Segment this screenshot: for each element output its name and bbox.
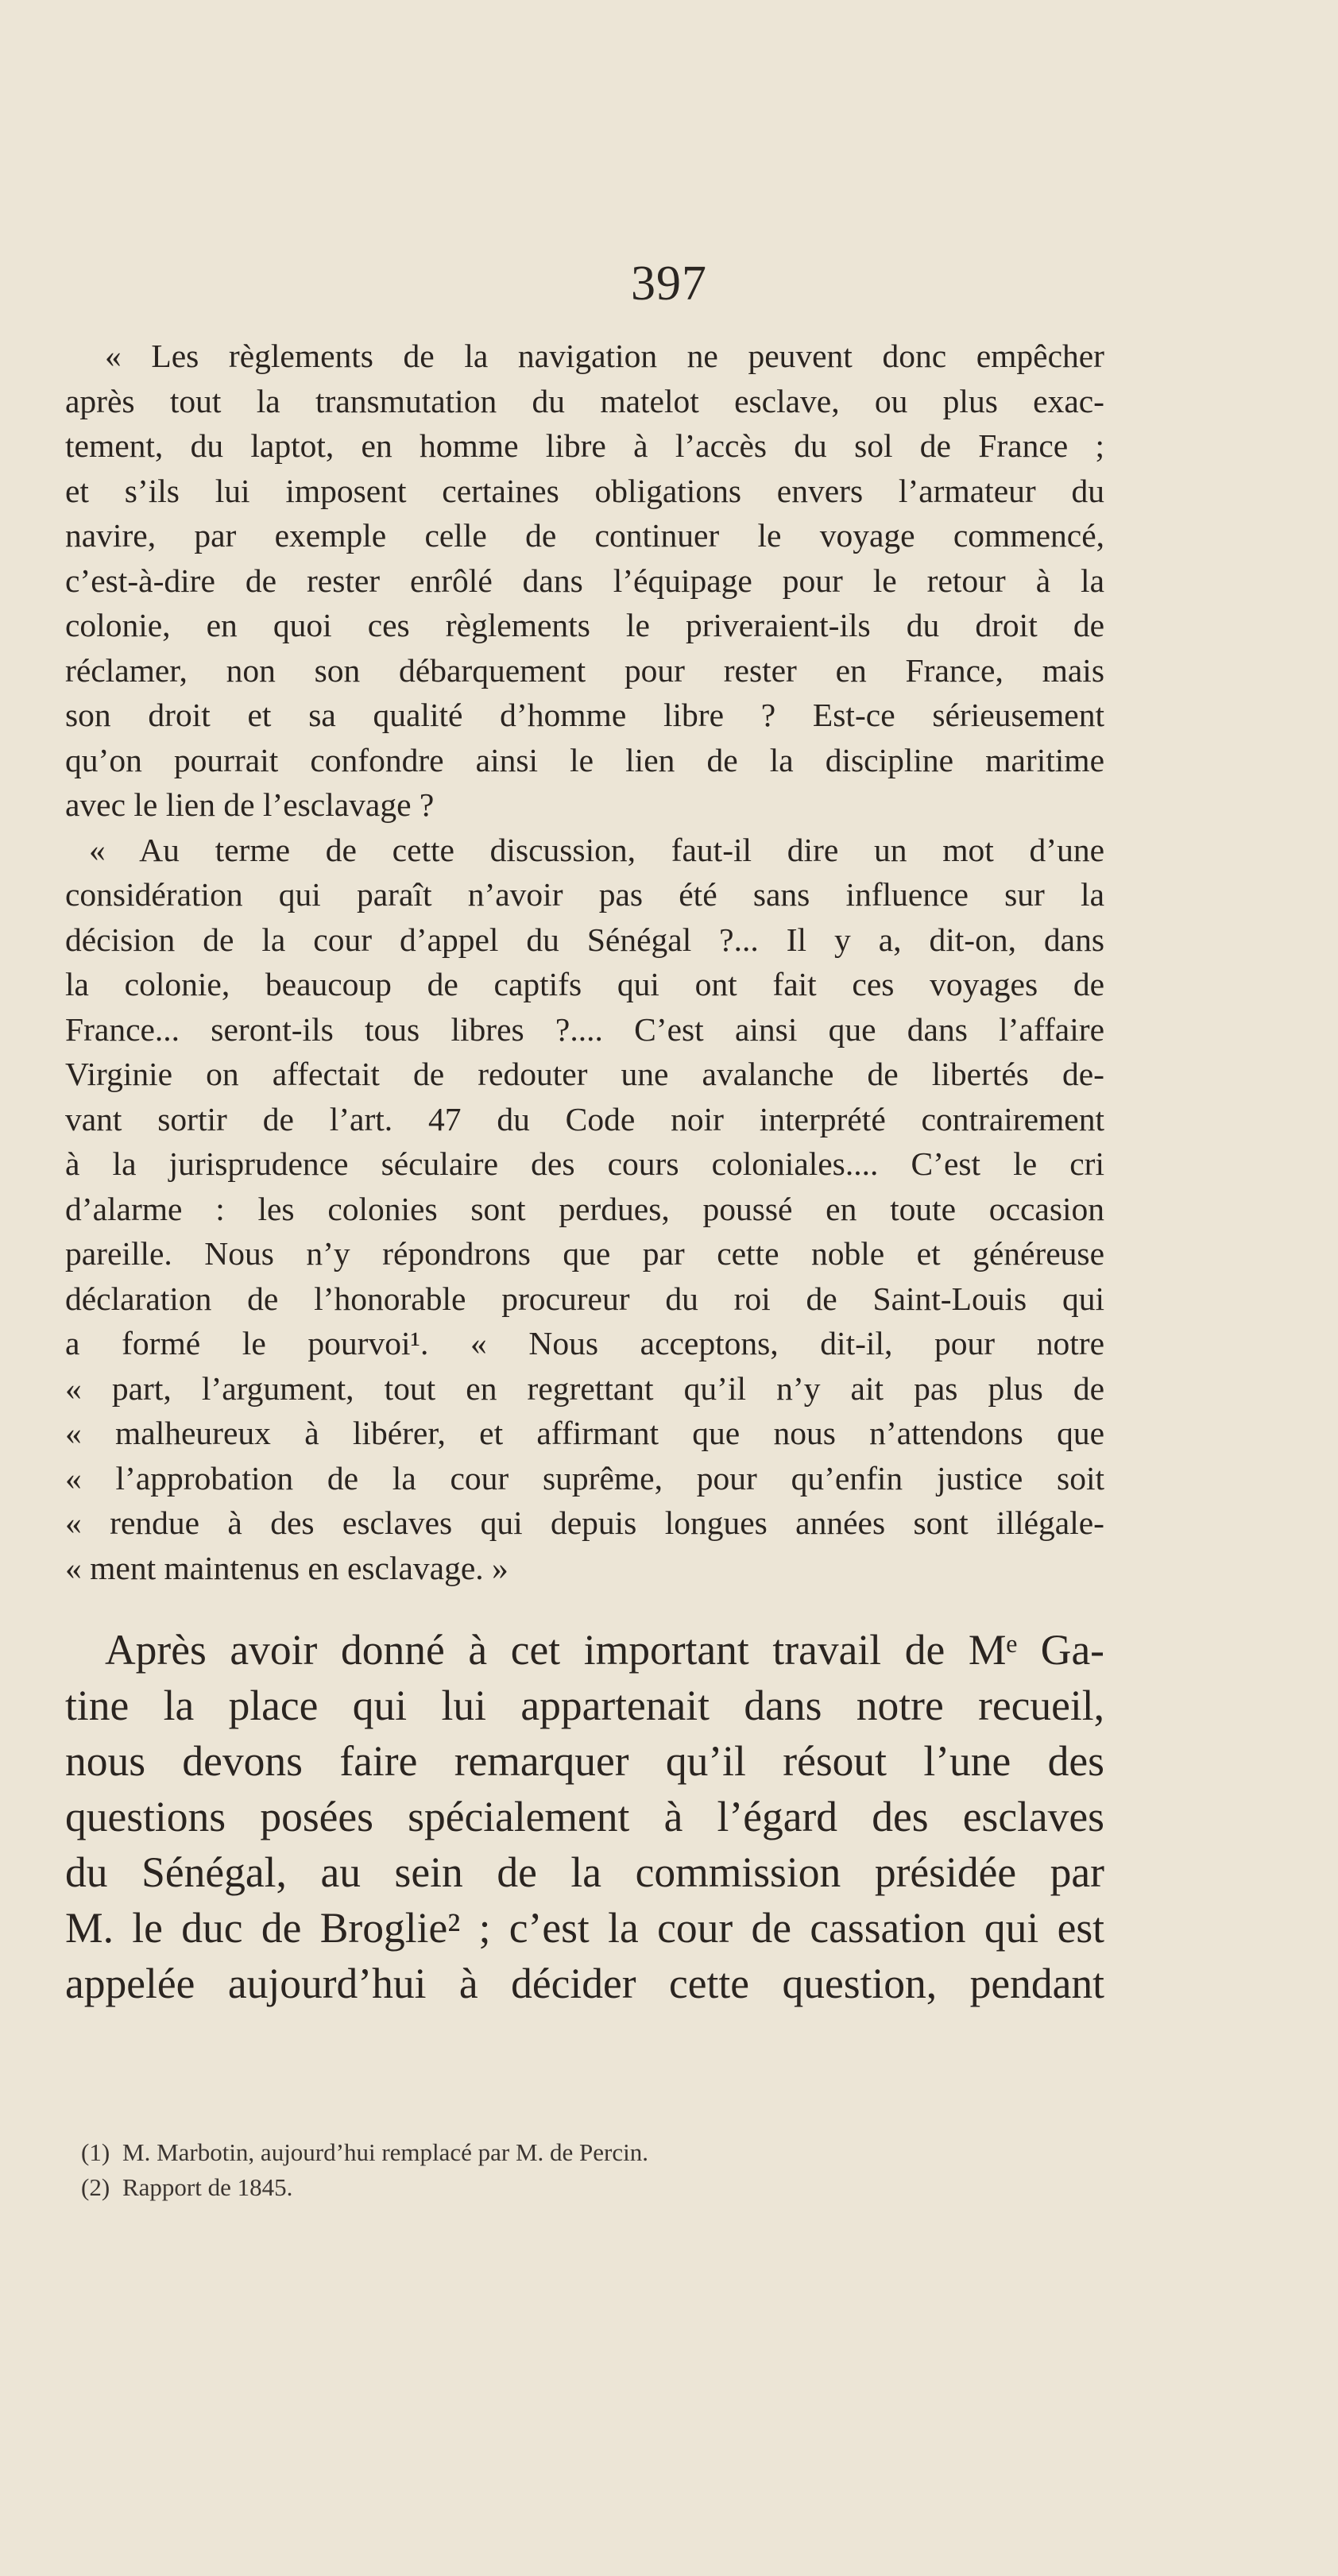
text-line: c’est-à-dire de rester enrôlé dans l’équipage pour le retour à la (65, 562, 1104, 599)
text-line: du Sénégal, au sein de la commission présidée par (65, 1848, 1104, 1896)
text-line: M. le duc de Broglie² ; c’est la cour de cassation qui est (65, 1904, 1104, 1952)
text-line: la colonie, beaucoup de captifs qui ont fait ces voyages de (65, 966, 1104, 1002)
text-line: appelée aujourd’hui à décider cette question, pendant (65, 1960, 1104, 2007)
text-line: à la jurisprudence séculaire des cours coloniales.... C’est le cri (65, 1145, 1104, 1182)
text-line: France... seront-ils tous libres ?.... C’est ainsi que dans l’affaire (65, 1010, 1104, 1048)
text-line: Virginie on affectait de redouter une avalanche de libertés de- (65, 1056, 1104, 1092)
footnote-2 (81, 2170, 1034, 2205)
text-line: décision de la cour d’appel du Sénégal ?... Il y a, dit-on, dans (65, 921, 1104, 958)
text-line: « ment maintenus en esclavage. » (65, 1549, 509, 1586)
footnote-1 (81, 2135, 1034, 2170)
quoted-passage (65, 334, 1104, 1590)
page-number: 397 (631, 257, 707, 311)
text-line: d’alarme : les colonies sont perdues, poussé en toute occasion (65, 1190, 1104, 1227)
quote-paragraph-1 (65, 334, 1104, 828)
text-line: son droit et sa qualité d’homme libre ? Est-ce sérieusement (65, 697, 1104, 733)
text-line: « rendue à des esclaves qui depuis longues années sont illégale- (65, 1504, 1104, 1541)
text-line: Après avoir donné à cet important travail de Mᵉ Ga- (105, 1626, 1104, 1674)
text-line: colonie, en quoi ces règlements le priveraient-ils du droit de (65, 607, 1104, 643)
text-line: et s’ils lui imposent certaines obligations envers l’armateur du (65, 472, 1104, 509)
text-line: réclamer, non son débarquement pour rester en France, mais (65, 651, 1104, 689)
quote-paragraph-2 (65, 828, 1104, 1591)
text-line: pareille. Nous n’y répondrons que par cette noble et généreuse (65, 1235, 1104, 1272)
text-line: a formé le pourvoi¹. « Nous acceptons, dit-il, pour notre (65, 1325, 1104, 1361)
text-line: « part, l’argument, tout en regrettant qu’il n’y ait pas plus de (65, 1369, 1104, 1407)
main-paragraph (65, 1622, 1104, 2011)
text-line: « malheureux à libérer, et affirmant que nous n’attendons que (65, 1415, 1104, 1451)
footnote-marker: (1) (81, 2138, 110, 2166)
text-line: navire, par exemple celle de continuer le voyage commencé, (65, 517, 1104, 554)
text-line: avec le lien de l’esclavage ? (65, 786, 435, 823)
text-line: qu’on pourrait confondre ainsi le lien de la discipline maritime (65, 741, 1104, 778)
text-line: questions posées spécialement à l’égard des esclaves (65, 1793, 1104, 1840)
footnote-text: Rapport de 1845. (122, 2173, 293, 2201)
footnotes (81, 2135, 1034, 2205)
text-line: « Les règlements de la navigation ne peuvent donc empêcher (105, 338, 1104, 374)
footnote-marker: (2) (81, 2173, 110, 2201)
text-line: déclaration de l’honorable procureur du roi de Saint-Louis qui (65, 1280, 1104, 1317)
text-line: « Au terme de cette discussion, faut-il dire un mot d’une (89, 831, 1104, 868)
text-line: tement, du laptot, en homme libre à l’accès du sol de France ; (65, 427, 1104, 464)
footnote-text: M. Marbotin, aujourd’hui remplacé par M. de Percin. (122, 2138, 649, 2166)
text-line: nous devons faire remarquer qu’il résout l’une des (65, 1737, 1104, 1785)
text-line: vant sortir de l’art. 47 du Code noir interprété contrairement (65, 1100, 1104, 1137)
text-line: après tout la transmutation du matelot esclave, ou plus exac- (65, 382, 1104, 419)
text-line: considération qui paraît n’avoir pas été sans influence sur la (65, 876, 1104, 913)
text-line: tine la place qui lui appartenait dans notre recueil, (65, 1682, 1104, 1729)
text-line: « l’approbation de la cour suprême, pour qu’enfin justice soit (65, 1459, 1104, 1497)
